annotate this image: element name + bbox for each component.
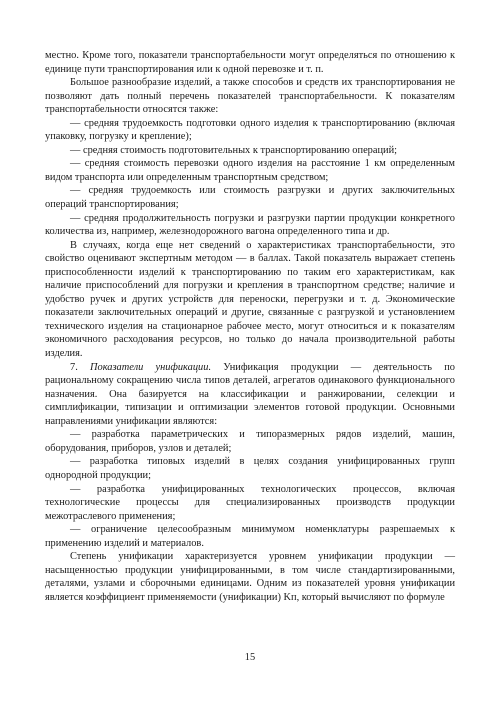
section-paragraph: [45, 361, 455, 429]
page-number: 15: [244, 652, 256, 663]
section-text: Унификация продукции — деятельность по рациональному сокращению числа типов деталей, агрегатов одинакового функционального назначения. Она базируется на классификации и ранжировании, селекции и симплификации, типизации и оптимизации элементов готовой продукции. Основными направлениями унификации являются:: [45, 361, 455, 427]
list-item: — разработка унифицированных технологических процессов, включая технологические процессы для специализированных производств продукции межотраслевого применения;: [45, 483, 455, 522]
list-item: — разработка параметрических и типоразмерных рядов изделий, машин, оборудования, приборов, узлов и деталей;: [45, 429, 455, 454]
list-item: — средняя стоимость подготовительных к транспортированию операций;: [70, 144, 398, 156]
list-item: — ограничение целесообразным минимумом номенклатуры разрешаемых к применению изделий и материалов.: [45, 524, 455, 549]
section-title: Показатели унификации.: [90, 361, 212, 373]
body-text: [45, 49, 455, 604]
list-item: — средняя трудоемкость подготовки одного изделия к транспортированию (включая упаковку, погрузку и крепление);: [45, 117, 455, 143]
paragraph: Степень унификации характеризуется уровнем унификации продукции — насыщенностью продукции унифицированными, в том числе стандартизированными, деталями, узлами и сборочными единицами. Одним из показателей уровня унификации является коэффициент применяемости (унификации) Kп, который вычисляют по формуле: [45, 551, 455, 603]
list-item: — средняя стоимость перевозки одного изделия на расстояние 1 км определенным видом транспорта или определенным транспортным средством;: [45, 158, 455, 183]
paragraph: местно. Кроме того, показатели транспортабельности могут определяться по отношению к единице пути транспортирования или к одной перевозке и т. п.: [45, 50, 455, 75]
paragraph: В случаях, когда еще нет сведений о характеристиках транспортабельности, это свойство оценивают экспертным методом — в баллах. Такой показатель выражает степень приспособленности изделий к транспортированию по таким его характеристикам, как наличие приспособлений для погрузки и крепления в транспортном средстве; наличие и удобство ручек и других устройств для переноски, перегрузки и т. д. Экономические показатели заключительных операций и другие, связанные с разгрузкой и установлением технического изделия на стационарное рабочее место, могут относиться и к показателям экономичного расходования ресурсов, но только до начала производительной работы изделия.: [45, 239, 455, 360]
section-number: 7.: [70, 361, 78, 373]
paragraph: Большое разнообразие изделий, а также способов и средств их транспортирования не позволяют дать полный перечень показателей транспортабельности. К показателям транспортабельности относятся также:: [45, 77, 455, 116]
list-item: — средняя трудоемкость или стоимость разгрузки и других заключительных операций транспортирования;: [45, 185, 455, 211]
list-item: — средняя продолжительность погрузки и разгрузки партии продукции конкретного количества из, например, железнодорожного вагона определенного типа и др.: [45, 212, 455, 238]
list-item: — разработка типовых изделий в целях создания унифицированных групп однородной продукции;: [45, 456, 455, 481]
